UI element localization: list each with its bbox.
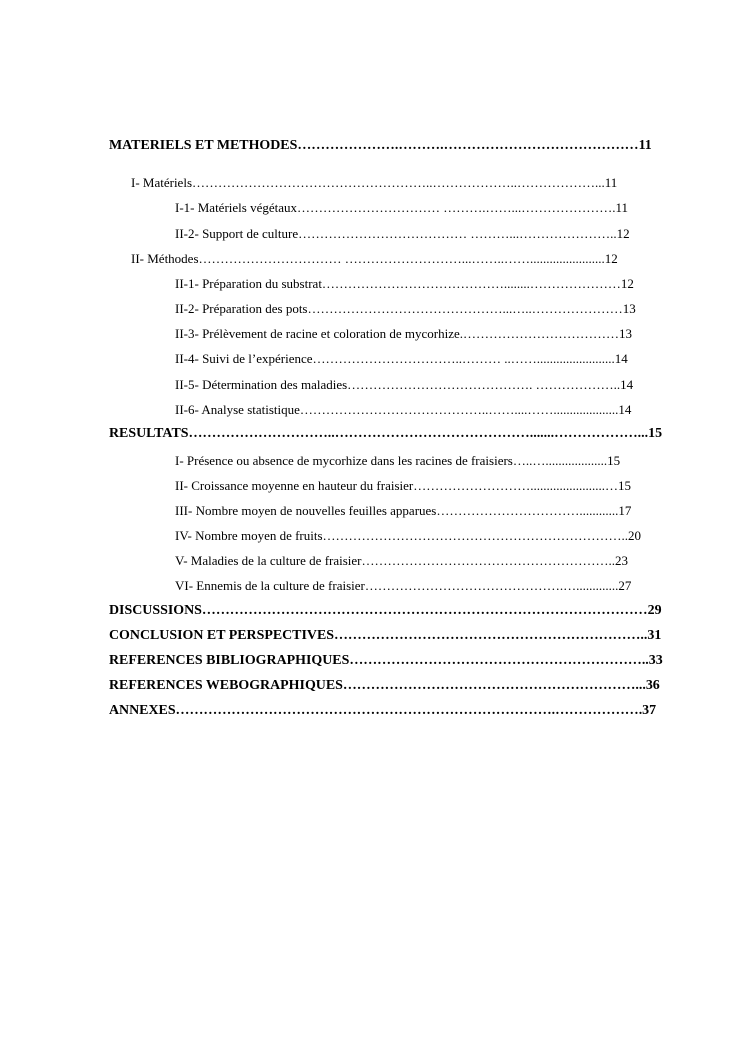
toc-entry-nombre-fruits[interactable]: IV- Nombre moyen de fruits……………………………………………………………..20 xyxy=(175,528,642,543)
toc-entry-materiels-et-methodes[interactable]: MATERIELS ET METHODES………………….……….……………………………………11 xyxy=(109,138,652,153)
toc-entry-presence-mycorhize[interactable]: I- Présence ou absence de mycorhize dans les racines de fraisiers…..…...................15 xyxy=(175,453,621,468)
toc-entry-references-webographiques[interactable]: REFERENCES WEBOGRAPHIQUES………………………………………………………...36 xyxy=(109,678,660,693)
toc-entry-materiels[interactable]: I- Matériels………………………………………………..………………..………………...11 xyxy=(131,175,618,190)
toc-entry-ennemis-culture[interactable]: VI- Ennemis de la culture de fraisier……………………………………….….............27 xyxy=(175,578,632,593)
toc-entry-references-bibliographiques[interactable]: REFERENCES BIBLIOGRAPHIQUES………………………………………………………..33 xyxy=(109,653,663,668)
toc-entry-prelevement-racine[interactable]: II-3- Prélèvement de racine et coloration de mycorhize.………………………………13 xyxy=(175,326,633,341)
toc-entry-conclusion[interactable]: CONCLUSION ET PERSPECTIVES…………………………………………………………..31 xyxy=(109,628,662,643)
toc-entry-preparation-pots[interactable]: II-2- Préparation des pots………………………………………...…..…………………13 xyxy=(175,301,636,316)
toc-entry-maladies-culture[interactable]: V- Maladies de la culture de fraisier…………………………………………………..23 xyxy=(175,553,629,568)
toc-entry-methodes[interactable]: II- Méthodes…………………………… ………………………...……..…….......................12 xyxy=(131,251,618,266)
toc-entry-resultats[interactable]: RESULTATS…………………………..…………………………………….......………………...15 xyxy=(109,426,663,441)
toc-entry-nombre-feuilles[interactable]: III- Nombre moyen de nouvelles feuilles apparues……………………………............17 xyxy=(175,503,632,518)
toc-entry-determination-maladies[interactable]: II-5- Détermination des maladies……………………………………. ………………..14 xyxy=(175,377,634,392)
toc-entry-discussions[interactable]: DISCUSSIONS……………………………………………………………………………………29 xyxy=(109,603,662,618)
toc-entry-croissance-moyenne[interactable]: II- Croissance moyenne en hauteur du fraisier……………………….......................…15 xyxy=(175,478,631,493)
toc-entry-support-de-culture[interactable]: II-2- Support de culture………………………………… ………...…………………..12 xyxy=(175,226,630,241)
toc-entry-preparation-substrat[interactable]: II-1- Préparation du substrat……………………………………........…………………12 xyxy=(175,276,634,291)
toc-entry-analyse-statistique[interactable]: II-6- Analyse statistique……………………………………..……....……....................14 xyxy=(175,402,632,417)
toc-entry-suivi-experience[interactable]: II-4- Suivi de l’expérience……………………………..……… ..……........................14 xyxy=(175,351,628,366)
toc-entry-materiels-vegetaux[interactable]: I-1- Matériels végétaux…………………………… ……….……...………………….11 xyxy=(175,200,629,215)
toc-entry-annexes[interactable]: ANNEXES……………………………………………………………………….……………….37 xyxy=(109,703,657,718)
